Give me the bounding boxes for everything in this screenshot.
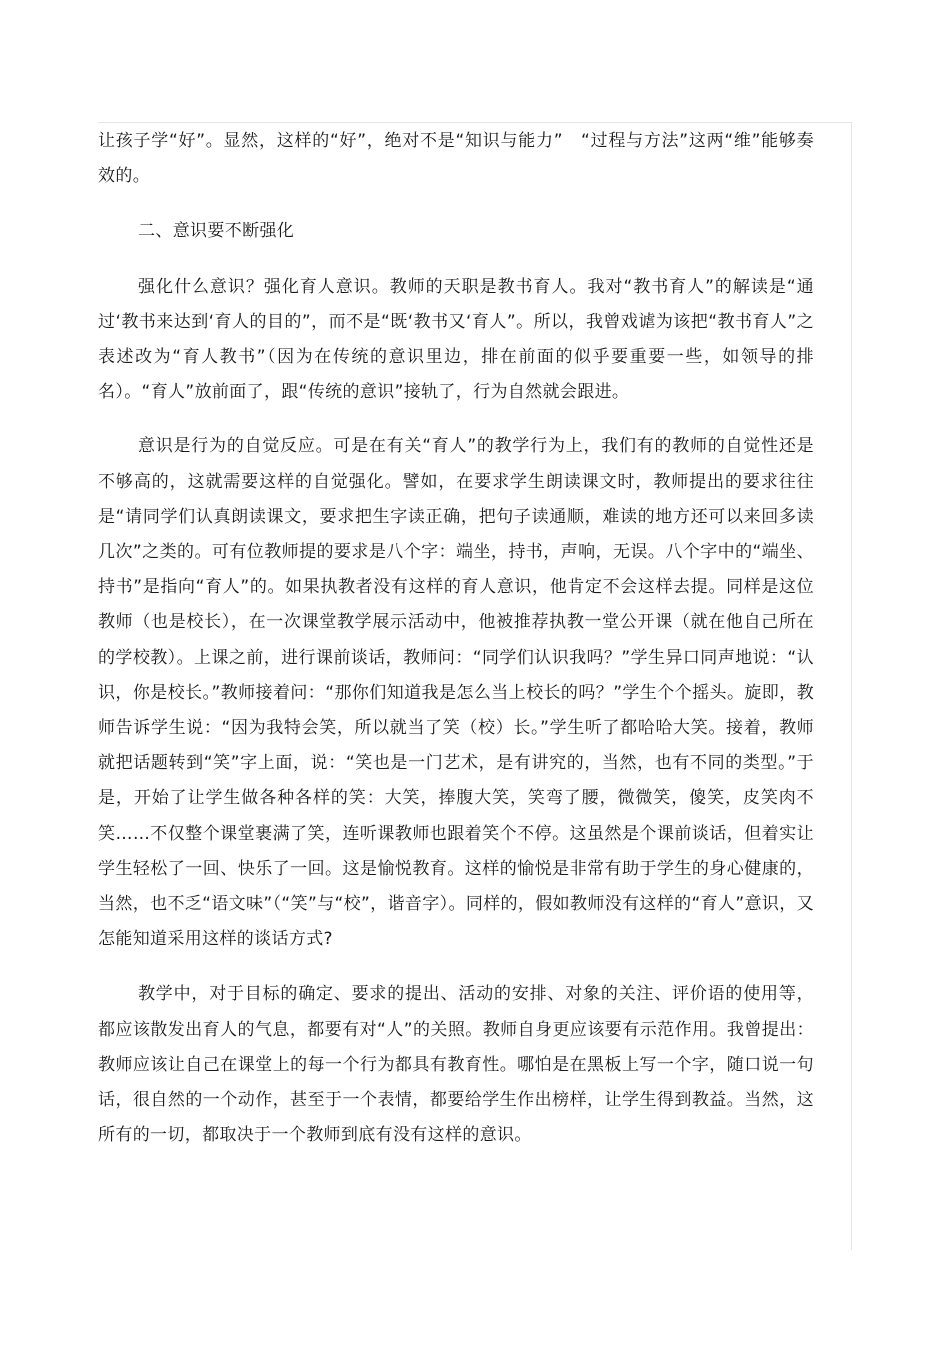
paragraph-continuation: 让孩子学“好”。显然，这样的“好”，绝对不是“知识与能力” “过程与方法”这两“维”能够奏效的。 <box>98 131 814 187</box>
page-border-top <box>98 122 852 123</box>
paragraph-example: 意识是行为的自觉反应。可是在有关“育人”的教学行为上，我们有的教师的自觉性还是不够高的，这就需要这样的自觉强化。譬如，在要求学生朗读课文时，教师提出的要求往往是“请同学们认真朗读课文，要求把生字读正确，把句子读通顺，难读的地方还可以来回多读几次”之类的。可有位教师提的要求是八个字：端坐，持书，声响，无误。八个字中的“端坐、持书”是指向“育人”的。如果执教者没有这样的育人意识，他肯定不会这样去提。同样是这位教师（也是校长），在一次课堂教学展示活动中，他被推荐执教一堂公开课（就在他自己所在的学校教）。上课之前，进行课前谈话，教师问：“同学们认识我吗？”学生异口同声地说：“认识，你是校长。”教师接着问：“那你们知道我是怎么当上校长的吗？”学生个个摇头。旋即，教师告诉学生说：“因为我特会笑，所以就当了笑（校）长。”学生听了都哈哈大笑。接着，教师就把话题转到“笑”字上面，说：“笑也是一门艺术，是有讲究的，当然，也有不同的类型。”于是，开始了让学生做各种各样的笑：大笑，捧腹大笑，笑弯了腰，微微笑，傻笑，皮笑肉不笑……不仅整个课堂裹满了笑，连听课教师也跟着笑个不停。这虽然是个课前谈话，但着实让学生轻松了一回、快乐了一回。这是愉悦教育。这样的愉悦是非常有助于学生的身心健康的，当然，也不乏“语文味”（“笑”与“校”，谐音字）。同样的，假如教师没有这样的“育人”意识，又怎能知道采用这样的谈话方式? <box>98 436 814 950</box>
paragraph-conclusion: 教学中，对于目标的确定、要求的提出、活动的安排、对象的关注、评价语的使用等，都应该散发出育人的气息，都要有对“人”的关照。教师自身更应该要有示范作用。我曾提出：教师应该让自己在课堂上的每一个行为都具有教育性。哪怕是在黑板上写一个字，随口说一句话，很自然的一个动作，甚至于一个表情，都要给学生作出榜样，让学生得到教益。当然，这所有的一切，都取决于一个教师到底有没有这样的意识。 <box>98 984 814 1146</box>
document-body <box>98 124 814 1153</box>
page-border-right <box>851 122 852 1250</box>
paragraph-awareness-definition: 强化什么意识？强化育人意识。教师的天职是教书育人。我对“教书育人”的解读是“通过‘教书来达到‘育人的目的”，而不是“既‘教书又‘育人”。所以，我曾戏谑为该把“教书育人”之表述改为“育人教书”（因为在传统的意识里边，排在前面的似乎要重要一些，如领导的排名）。“育人”放前面了，跟“传统的意识”接轨了，行为自然就会跟进。 <box>98 276 814 403</box>
section-heading: 二、意识要不断强化 <box>138 221 295 242</box>
